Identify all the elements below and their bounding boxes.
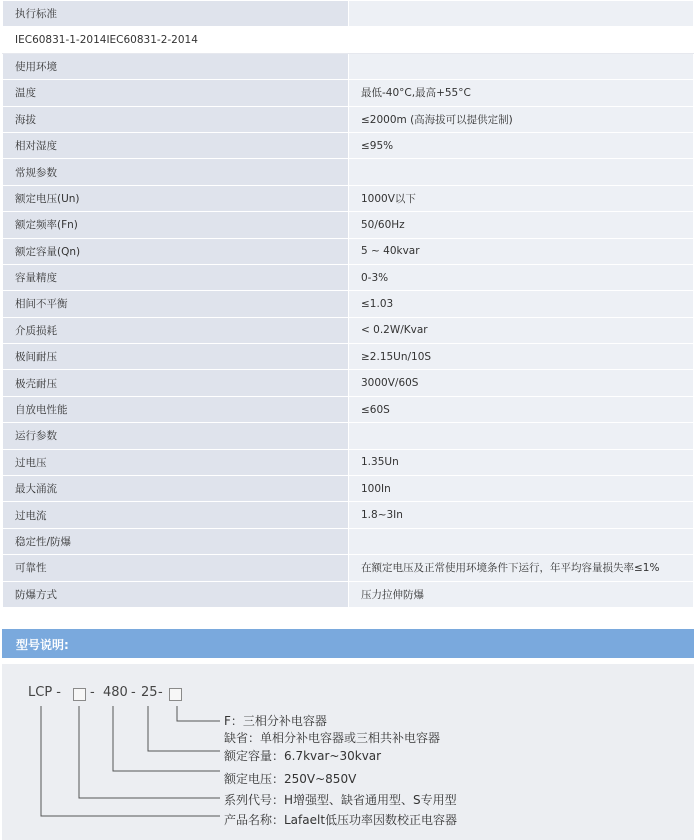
spec-label: 额定容量(Qn) [3, 238, 349, 264]
connector-voltage [113, 706, 220, 771]
spec-value: < 0.2W/Kvar [349, 317, 694, 343]
spec-label: 极壳耐压 [3, 370, 349, 396]
spec-row [3, 502, 694, 528]
spec-label: 过电压 [3, 449, 349, 475]
spec-row [3, 555, 694, 581]
spec-label: 额定电压(Un) [3, 185, 349, 211]
spec-row [3, 370, 694, 396]
spec-value: 最低-40°C,最高+55°C [349, 80, 694, 106]
spec-section-row [3, 1, 694, 27]
model-code-voltage: 480 [103, 685, 128, 700]
spec-row [3, 264, 694, 290]
spec-label: 最大涌流 [3, 476, 349, 502]
spec-value: ≥2.15Un/10S [349, 344, 694, 370]
legend-series: 系列代号：H增强型、缺省通用型、S专用型 [224, 793, 457, 807]
legend-voltage: 额定电压：250V~850V [224, 772, 357, 786]
spec-row [3, 238, 694, 264]
spec-row [3, 396, 694, 422]
legend-product: 产品名称：Lafaelt低压功率因数校正电容器 [224, 813, 458, 827]
spec-table-body [3, 1, 694, 608]
spec-label: 相对湿度 [3, 132, 349, 158]
spec-value: ≤2000m (高海拔可以提供定制) [349, 106, 694, 132]
spec-row [3, 581, 694, 607]
spec-row [3, 212, 694, 238]
spec-label: 极间耐压 [3, 344, 349, 370]
model-section-title: 型号说明: [16, 638, 69, 652]
spec-label: 相间不平衡 [3, 291, 349, 317]
spec-section-row [3, 53, 694, 79]
spec-row [3, 106, 694, 132]
legend-type-f: F：三相分补电容器 [224, 714, 327, 728]
connector-type [177, 706, 220, 721]
connector-product [41, 706, 220, 816]
spec-value: 1.8~3In [349, 502, 694, 528]
model-diagram [2, 664, 694, 840]
spec-value: 3000V/60S [349, 370, 694, 396]
spec-section-row [3, 528, 694, 554]
spec-label: 容量精度 [3, 264, 349, 290]
spec-label: 额定频率(Fn) [3, 212, 349, 238]
model-code-dash-1: - [90, 685, 95, 700]
spec-value: ≤1.03 [349, 291, 694, 317]
spec-value: 在额定电压及正常使用环境条件下运行，年平均容量损失率≤1% [349, 555, 694, 581]
model-section-header [2, 629, 694, 658]
connector-capacity [148, 706, 220, 751]
spec-value [349, 53, 694, 79]
legend-type-default: 缺省：单相分补电容器或三相共补电容器 [224, 731, 441, 745]
spec-section-label: 运行参数 [3, 423, 349, 449]
spec-section-row [3, 159, 694, 185]
model-code-dash-2: - [131, 685, 136, 700]
connector-series [79, 706, 220, 798]
spec-value [349, 1, 694, 27]
spec-table [2, 0, 694, 608]
spec-label: 介质损耗 [3, 317, 349, 343]
model-code-dash-3: - [158, 685, 163, 700]
spec-label: 过电流 [3, 502, 349, 528]
spec-value: 压力拉伸防爆 [349, 581, 694, 607]
model-code-capacity: 25 [141, 685, 158, 700]
spec-value: 0-3% [349, 264, 694, 290]
spec-row [3, 185, 694, 211]
spec-row [3, 317, 694, 343]
spec-value: 1.35Un [349, 449, 694, 475]
spec-label: 可靠性 [3, 555, 349, 581]
spec-value: ≤60S [349, 396, 694, 422]
spec-value [349, 423, 694, 449]
spec-value: 100In [349, 476, 694, 502]
spec-label: 海拔 [3, 106, 349, 132]
legend-capacity: 额定容量：6.7kvar~30kvar [224, 749, 382, 763]
model-code-prefix: LCP - [28, 685, 61, 700]
spec-value: 5 ~ 40kvar [349, 238, 694, 264]
spec-section-label: 执行标准 [3, 1, 349, 27]
spec-section-label: 稳定性/防爆 [3, 528, 349, 554]
spec-row [3, 449, 694, 475]
spec-label: 防爆方式 [3, 581, 349, 607]
spec-value: ≤95% [349, 132, 694, 158]
spec-row [3, 344, 694, 370]
spec-label: IEC60831-1-2014IEC60831-2-2014 [3, 27, 694, 53]
spec-section-row [3, 423, 694, 449]
spec-row [3, 291, 694, 317]
spec-label: 温度 [3, 80, 349, 106]
spec-row [3, 476, 694, 502]
spec-row [3, 80, 694, 106]
spec-value: 1000V以下 [349, 185, 694, 211]
spec-section-label: 使用环境 [3, 53, 349, 79]
spec-row [3, 132, 694, 158]
spec-value: 50/60Hz [349, 212, 694, 238]
spec-value [349, 528, 694, 554]
spec-section-label: 常规参数 [3, 159, 349, 185]
spec-label: 自放电性能 [3, 396, 349, 422]
spec-row [3, 27, 694, 53]
spec-value [349, 159, 694, 185]
